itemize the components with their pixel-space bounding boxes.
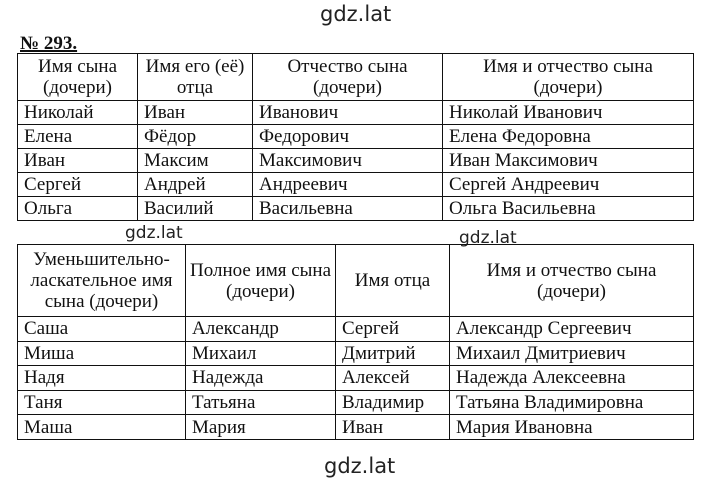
table-cell: Ольга bbox=[18, 197, 138, 221]
watermark-top: gdz.lat bbox=[320, 2, 392, 26]
table-cell: Владимир bbox=[336, 390, 450, 415]
table-cell: Таня bbox=[18, 390, 186, 415]
watermark-right: gdz.lat bbox=[455, 230, 521, 247]
table-cell: Алексей bbox=[336, 366, 450, 391]
table-cell: Иванович bbox=[253, 101, 443, 125]
table-cell: Мария bbox=[186, 415, 336, 440]
table-cell: Максимович bbox=[253, 149, 443, 173]
table-row bbox=[18, 317, 694, 342]
column-header: Имя отца bbox=[336, 245, 450, 317]
table-cell: Иван bbox=[18, 149, 138, 173]
table-cell: Иван bbox=[138, 101, 253, 125]
table-row bbox=[18, 149, 694, 173]
table-row bbox=[18, 173, 694, 197]
table-cell: Андрей bbox=[138, 173, 253, 197]
table-cell: Надежда bbox=[186, 366, 336, 391]
table-cell: Михаил bbox=[186, 341, 336, 366]
table-cell: Николай Иванович bbox=[443, 101, 694, 125]
table-header-row bbox=[18, 54, 694, 101]
table-row bbox=[18, 390, 694, 415]
table-cell: Сергей bbox=[336, 317, 450, 342]
table-row bbox=[18, 366, 694, 391]
table-cell: Михаил Дмитриевич bbox=[450, 341, 694, 366]
column-header: Имя его (её) отца bbox=[138, 54, 253, 101]
table-cell: Мария Ивановна bbox=[450, 415, 694, 440]
table-cell: Сергей Андреевич bbox=[443, 173, 694, 197]
column-header: Имя и отчество сына (дочери) bbox=[443, 54, 694, 101]
table-cell: Федорович bbox=[253, 125, 443, 149]
table-row bbox=[18, 341, 694, 366]
table-cell: Ольга Васильевна bbox=[443, 197, 694, 221]
table-cell: Василий bbox=[138, 197, 253, 221]
table-cell: Татьяна Владимировна bbox=[450, 390, 694, 415]
table-cell: Сергей bbox=[18, 173, 138, 197]
table-cell: Андреевич bbox=[253, 173, 443, 197]
patronymic-table bbox=[17, 53, 694, 221]
table-row bbox=[18, 197, 694, 221]
table-cell: Иван Максимович bbox=[443, 149, 694, 173]
table-row bbox=[18, 415, 694, 440]
table-cell: Николай bbox=[18, 101, 138, 125]
table-cell: Максим bbox=[138, 149, 253, 173]
table-cell: Саша bbox=[18, 317, 186, 342]
table-cell: Фёдор bbox=[138, 125, 253, 149]
column-header: Уменьшительно-ласкательное имя сына (дочери) bbox=[18, 245, 186, 317]
table-cell: Маша bbox=[18, 415, 186, 440]
table-cell: Татьяна bbox=[186, 390, 336, 415]
table-cell: Александр Сергеевич bbox=[450, 317, 694, 342]
column-header: Имя сына (дочери) bbox=[18, 54, 138, 101]
watermark-left: gdz.lat bbox=[122, 225, 186, 242]
table-cell: Васильевна bbox=[253, 197, 443, 221]
table-cell: Елена Федоровна bbox=[443, 125, 694, 149]
table-row bbox=[18, 125, 694, 149]
diminutive-names-table bbox=[17, 244, 694, 440]
column-header: Отчество сына (дочери) bbox=[253, 54, 443, 101]
table-header-row bbox=[18, 245, 694, 317]
watermark-bottom: gdz.lat bbox=[324, 454, 396, 478]
table-cell: Надя bbox=[18, 366, 186, 391]
table-row bbox=[18, 101, 694, 125]
table-cell: Елена bbox=[18, 125, 138, 149]
table-cell: Надежда Алексеевна bbox=[450, 366, 694, 391]
table-cell: Иван bbox=[336, 415, 450, 440]
table-cell: Александр bbox=[186, 317, 336, 342]
task-number: № 293. bbox=[20, 33, 78, 54]
table-cell: Дмитрий bbox=[336, 341, 450, 366]
column-header: Полное имя сына (дочери) bbox=[186, 245, 336, 317]
column-header: Имя и отчество сына (дочери) bbox=[450, 245, 694, 317]
table-cell: Миша bbox=[18, 341, 186, 366]
